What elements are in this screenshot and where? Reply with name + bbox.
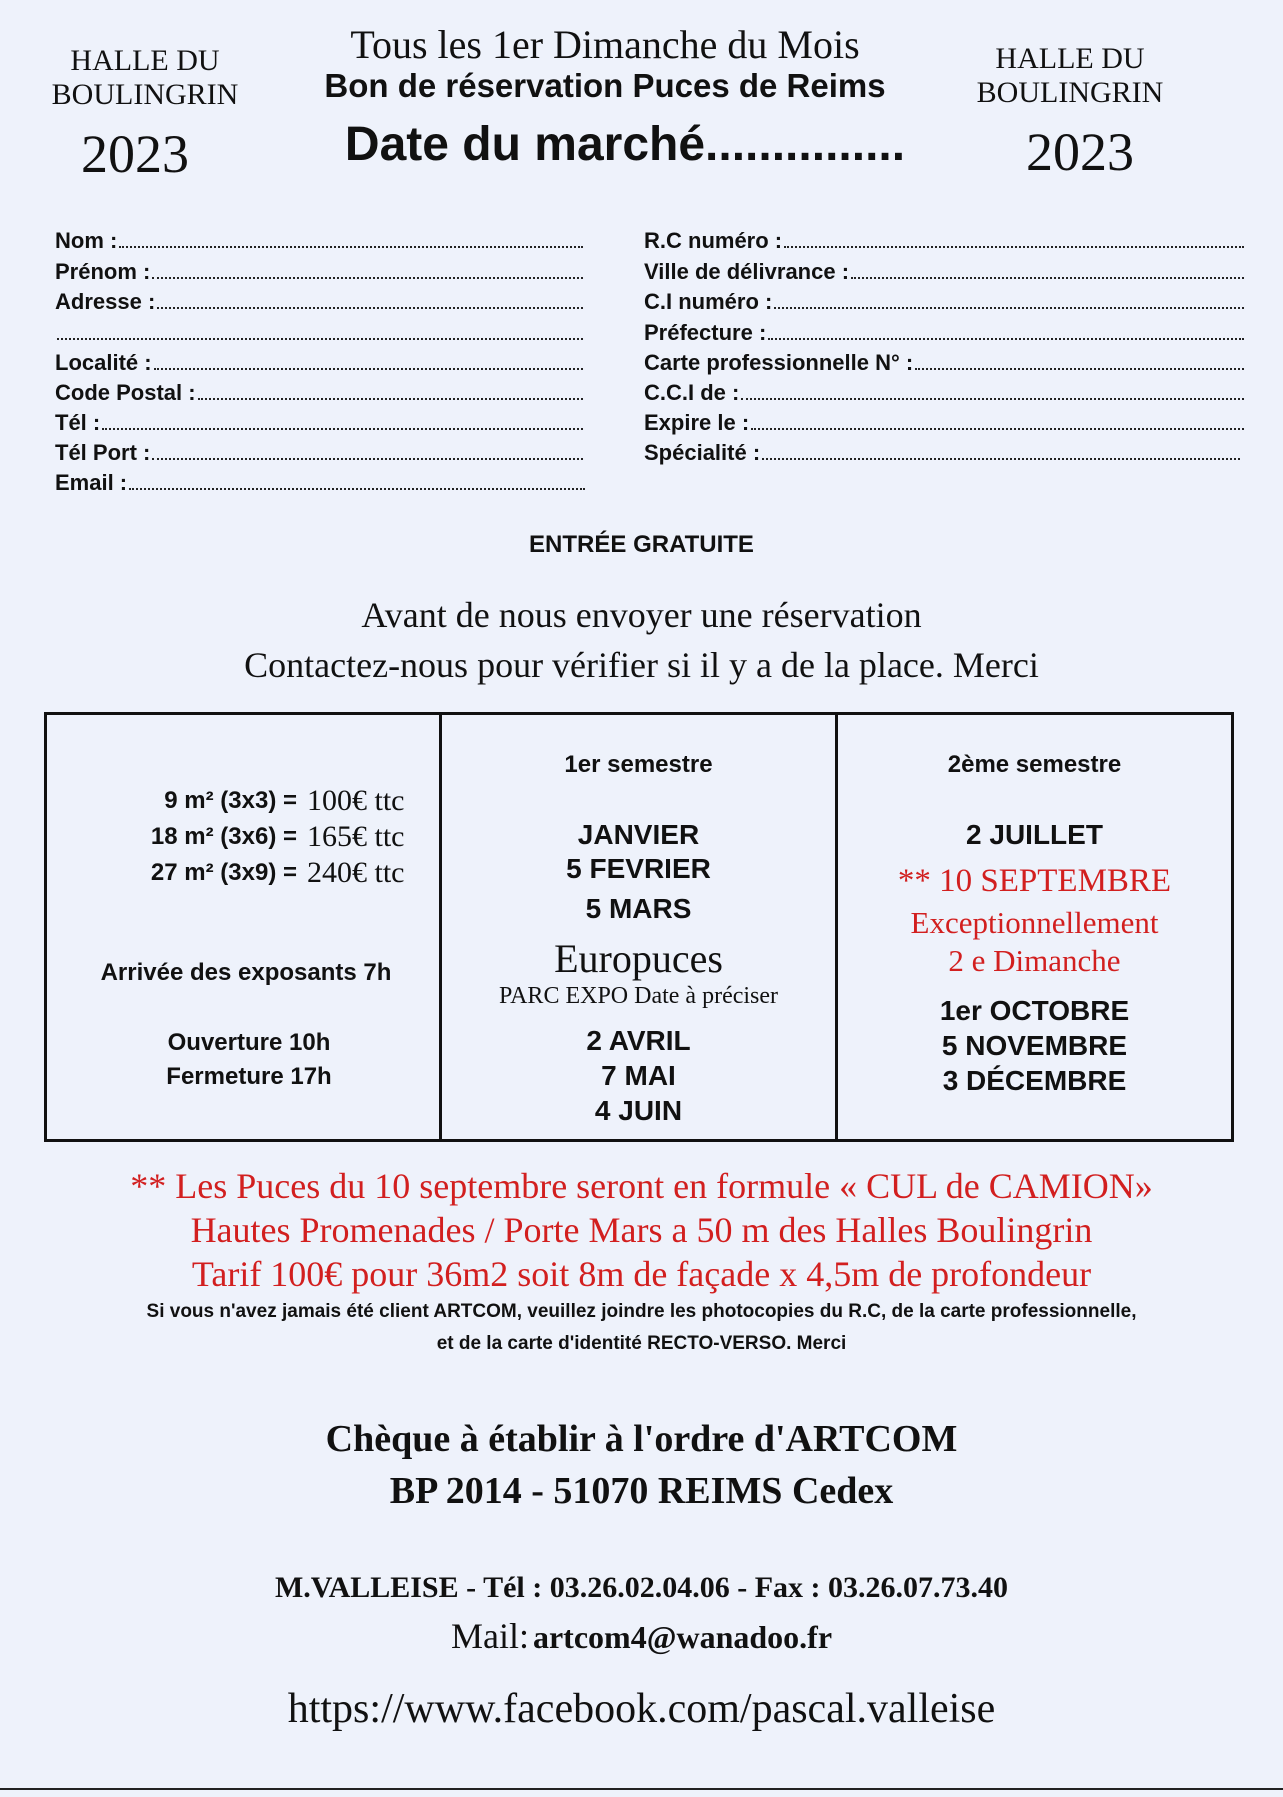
semester1-date: 5 FEVRIER bbox=[566, 853, 711, 884]
field-ville-delivrance[interactable]: Ville de délivrance : bbox=[644, 257, 1244, 287]
special-line3: Tarif 100€ pour 36m2 soit 8m de façade x 4,5m de profondeur bbox=[191, 1254, 1092, 1294]
left-venue-line1: HALLE DU bbox=[70, 44, 220, 77]
field-prenom[interactable]: Prénom : bbox=[55, 257, 583, 287]
semester2-date: 5 NOVEMBRE bbox=[941, 1030, 1128, 1061]
mail-address[interactable]: artcom4@wanadoo.fr bbox=[532, 1619, 833, 1655]
field-prefecture[interactable]: Préfecture : bbox=[644, 318, 1244, 348]
facebook-link[interactable]: https://www.facebook.com/pascal.valleise bbox=[287, 1686, 996, 1732]
semester2-date: 3 DÉCEMBRE bbox=[942, 1065, 1127, 1096]
field-adresse-line2[interactable] bbox=[55, 318, 583, 348]
notice-line1: Avant de nous envoyer une réservation bbox=[361, 595, 922, 635]
special-line1: ** Les Puces du 10 septembre seront en formule « CUL de CAMION» bbox=[130, 1166, 1153, 1206]
europuces-label: Europuces bbox=[554, 936, 723, 981]
left-year: 2023 bbox=[81, 124, 189, 184]
semester2-title: 2ème semestre bbox=[947, 751, 1122, 778]
field-localite[interactable]: Localité : bbox=[55, 348, 583, 378]
right-venue-title bbox=[955, 42, 1185, 110]
field-adresse[interactable]: Adresse : bbox=[55, 287, 583, 317]
pricing-cell bbox=[46, 714, 441, 1141]
payment-line1: Chèque à établir à l'ordre d'ARTCOM bbox=[325, 1418, 958, 1460]
tagline: Tous les 1er Dimanche du Mois bbox=[350, 22, 860, 67]
contact-mail-row bbox=[0, 1612, 1283, 1668]
right-venue-line1: HALLE DU bbox=[995, 42, 1145, 75]
free-entry: ENTRÉE GRATUITE bbox=[529, 531, 754, 558]
semester1-title: 1er semestre bbox=[564, 751, 713, 778]
semester1-date: JANVIER bbox=[577, 819, 700, 850]
semester2-date-exception: ** 10 SEPTEMBRE bbox=[897, 863, 1172, 899]
fine-print-line1: Si vous n'avez jamais été client ARTCOM, veuillez joindre les photocopies du R.C, de la carte professionnelle, bbox=[146, 1301, 1137, 1322]
field-specialite[interactable]: Spécialité : bbox=[644, 438, 1240, 468]
field-rc-numero[interactable]: R.C numéro : bbox=[644, 226, 1244, 256]
right-year: 2023 bbox=[1026, 122, 1134, 182]
price-row: 18 m² (3x6) = 165€ ttc bbox=[150, 820, 405, 853]
semester1-date: 5 MARS bbox=[585, 893, 692, 924]
europuces-note: PARC EXPO Date à préciser bbox=[498, 983, 779, 1009]
field-expire[interactable]: Expire le : bbox=[644, 408, 1244, 438]
field-email[interactable]: Email : bbox=[55, 468, 585, 498]
field-tel[interactable]: Tél : bbox=[55, 408, 583, 438]
booking-subtitle: Bon de réservation Puces de Reims bbox=[324, 67, 886, 104]
price-row: 9 m² (3x3) = 100€ ttc bbox=[164, 784, 405, 817]
semester2-cell bbox=[836, 714, 1232, 1141]
field-carte-pro[interactable]: Carte professionnelle N° : bbox=[644, 348, 1244, 378]
semester2-date: 2 JUILLET bbox=[966, 819, 1103, 850]
closing-time: Fermeture 17h bbox=[166, 1063, 332, 1090]
field-cci[interactable]: C.C.I de : bbox=[644, 378, 1244, 408]
payment-line2: BP 2014 - 51070 REIMS Cedex bbox=[389, 1470, 894, 1512]
exception-line2: 2 e Dimanche bbox=[948, 943, 1121, 978]
left-venue-line2: BOULINGRIN bbox=[51, 78, 239, 111]
semester1-cell bbox=[441, 714, 837, 1141]
mail-label: Mail: bbox=[450, 1616, 529, 1656]
contact-phone: M.VALLEISE - Tél : 03.26.02.04.06 - Fax : 03.26.07.73.40 bbox=[274, 1571, 1009, 1604]
arrival-time: Arrivée des exposants 7h bbox=[100, 959, 392, 986]
price-row: 27 m² (3x9) = 240€ ttc bbox=[150, 856, 405, 889]
bottom-divider bbox=[0, 1788, 1283, 1790]
field-code-postal[interactable]: Code Postal : bbox=[55, 378, 583, 408]
market-date: Date du marché............... bbox=[344, 118, 906, 171]
field-ci-numero[interactable]: C.I numéro : bbox=[644, 287, 1244, 317]
semester1-date: 7 MAI bbox=[601, 1060, 676, 1091]
semester1-date: 4 JUIN bbox=[594, 1095, 683, 1126]
exception-line1: Exceptionnellement bbox=[910, 905, 1159, 940]
semester2-date: 1er OCTOBRE bbox=[939, 995, 1130, 1026]
semester1-date: 2 AVRIL bbox=[586, 1025, 691, 1056]
opening-time: Ouverture 10h bbox=[167, 1029, 331, 1056]
special-line2: Hautes Promenades / Porte Mars a 50 m des Halles Boulingrin bbox=[190, 1210, 1093, 1250]
fine-print-line2: et de la carte d'identité RECTO-VERSO. Merci bbox=[436, 1333, 847, 1354]
field-tel-port[interactable]: Tél Port : bbox=[55, 438, 583, 468]
right-venue-line2: BOULINGRIN bbox=[976, 76, 1164, 109]
schedule-table bbox=[44, 712, 1234, 1142]
field-nom[interactable]: Nom : bbox=[55, 226, 583, 256]
notice-line2: Contactez-nous pour vérifier si il y a de la place. Merci bbox=[244, 645, 1039, 685]
left-venue-title bbox=[30, 44, 260, 112]
